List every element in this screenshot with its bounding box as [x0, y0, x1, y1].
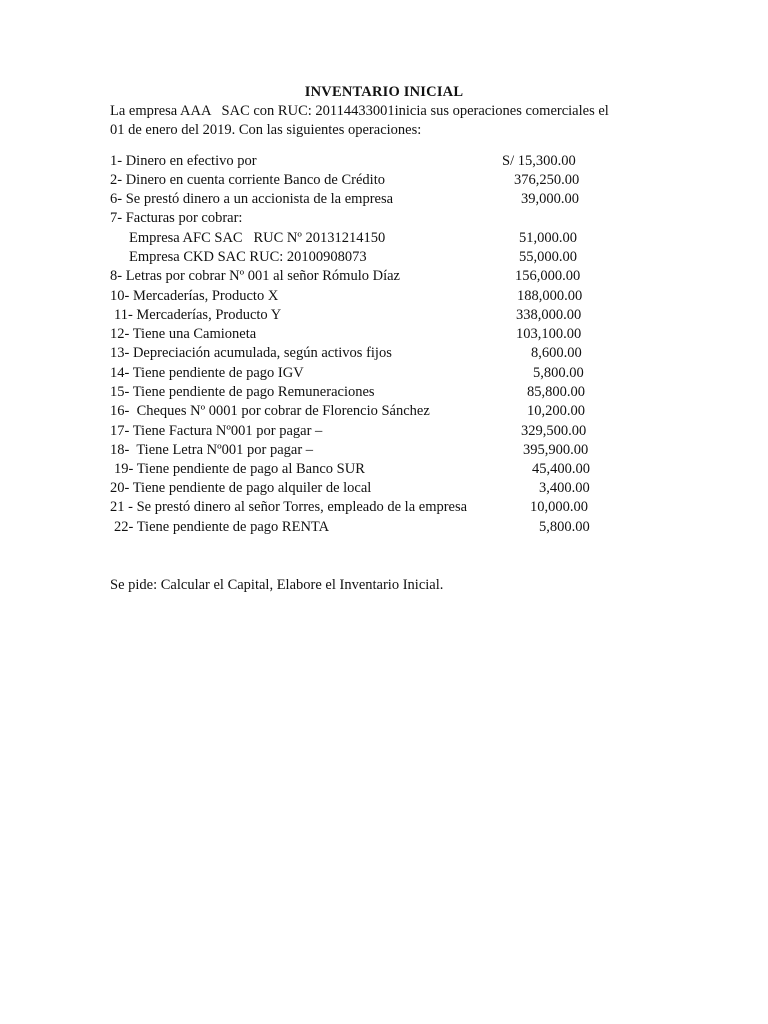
document-title: INVENTARIO INICIAL: [304, 84, 464, 100]
item-amount: 395,900.00: [523, 442, 589, 458]
item-amount: 3,400.00: [539, 480, 590, 496]
item-amount: 51,000.00: [519, 230, 577, 246]
item-row: [0, 480, 768, 499]
item-label: 12- Tiene una Camioneta: [110, 326, 257, 342]
item-row: [0, 230, 768, 249]
item-row: [0, 153, 768, 172]
item-amount: 329,500.00: [521, 423, 587, 439]
item-amount: 103,100.00: [516, 326, 582, 342]
item-row: [0, 442, 768, 461]
item-label: 6- Se prestó dinero a un accionista de la empresa: [110, 191, 394, 207]
item-amount: 55,000.00: [519, 249, 577, 265]
item-row: [0, 307, 768, 326]
item-label: 18- Tiene Letra Nº001 por pagar –: [110, 442, 314, 458]
item-label: Empresa CKD SAC RUC: 20100908073: [129, 249, 367, 265]
item-label: 2- Dinero en cuenta corriente Banco de Crédito: [110, 172, 385, 188]
item-label: 16- Cheques Nº 0001 por cobrar de Florencio Sánchez: [110, 403, 430, 419]
item-amount: 188,000.00: [517, 288, 583, 304]
item-amount: 45,400.00: [532, 461, 590, 477]
item-row: [0, 326, 768, 345]
item-amount: 39,000.00: [521, 191, 579, 207]
item-amount: 156,000.00: [515, 268, 581, 284]
item-row: [0, 268, 768, 287]
item-row: [0, 423, 768, 442]
item-amount: 338,000.00: [516, 307, 582, 323]
item-amount: 376,250.00: [514, 172, 580, 188]
item-label: 11- Mercaderías, Producto Y: [114, 307, 282, 323]
item-row: [0, 461, 768, 480]
item-amount: 10,000.00: [530, 499, 588, 515]
item-row: [0, 403, 768, 422]
item-label: 17- Tiene Factura Nº001 por pagar –: [110, 423, 323, 439]
item-label: 20- Tiene pendiente de pago alquiler de local: [110, 480, 372, 496]
item-row: [0, 172, 768, 191]
item-label: 7- Facturas por cobrar:: [110, 210, 243, 226]
item-label: 15- Tiene pendiente de pago Remuneraciones: [110, 384, 375, 400]
item-amount: S/ 15,300.00: [502, 153, 576, 169]
item-row: [0, 499, 768, 518]
item-label: 22- Tiene pendiente de pago RENTA: [114, 519, 330, 535]
item-row: [0, 210, 768, 229]
item-row: [0, 365, 768, 384]
item-row: [0, 191, 768, 210]
item-row: [0, 249, 768, 268]
item-label: Empresa AFC SAC RUC Nº 20131214150: [129, 230, 386, 246]
item-label: 10- Mercaderías, Producto X: [110, 288, 279, 304]
item-label: 14- Tiene pendiente de pago IGV: [110, 365, 304, 381]
item-amount: 5,800.00: [533, 365, 584, 381]
item-label: 1- Dinero en efectivo por: [110, 153, 257, 169]
intro-line-1: La empresa AAA SAC con RUC: 20114433001inicia sus operaciones comerciales el: [110, 103, 609, 119]
item-row: [0, 288, 768, 307]
item-label: 21 - Se prestó dinero al señor Torres, empleado de la empresa: [110, 499, 468, 515]
item-row: [0, 384, 768, 403]
item-amount: 10,200.00: [527, 403, 585, 419]
item-label: 8- Letras por cobrar Nº 001 al señor Rómulo Díaz: [110, 268, 400, 284]
intro-line-2: 01 de enero del 2019. Con las siguientes operaciones:: [110, 122, 422, 138]
item-amount: 85,800.00: [527, 384, 585, 400]
item-row: [0, 345, 768, 364]
item-amount: 5,800.00: [539, 519, 590, 535]
item-row: [0, 519, 768, 538]
assignment-instruction: Se pide: Calcular el Capital, Elabore el Inventario Inicial.: [110, 577, 444, 593]
item-label: 13- Depreciación acumulada, según activos fijos: [110, 345, 392, 361]
item-amount: 8,600.00: [531, 345, 582, 361]
item-label: 19- Tiene pendiente de pago al Banco SUR: [114, 461, 365, 477]
